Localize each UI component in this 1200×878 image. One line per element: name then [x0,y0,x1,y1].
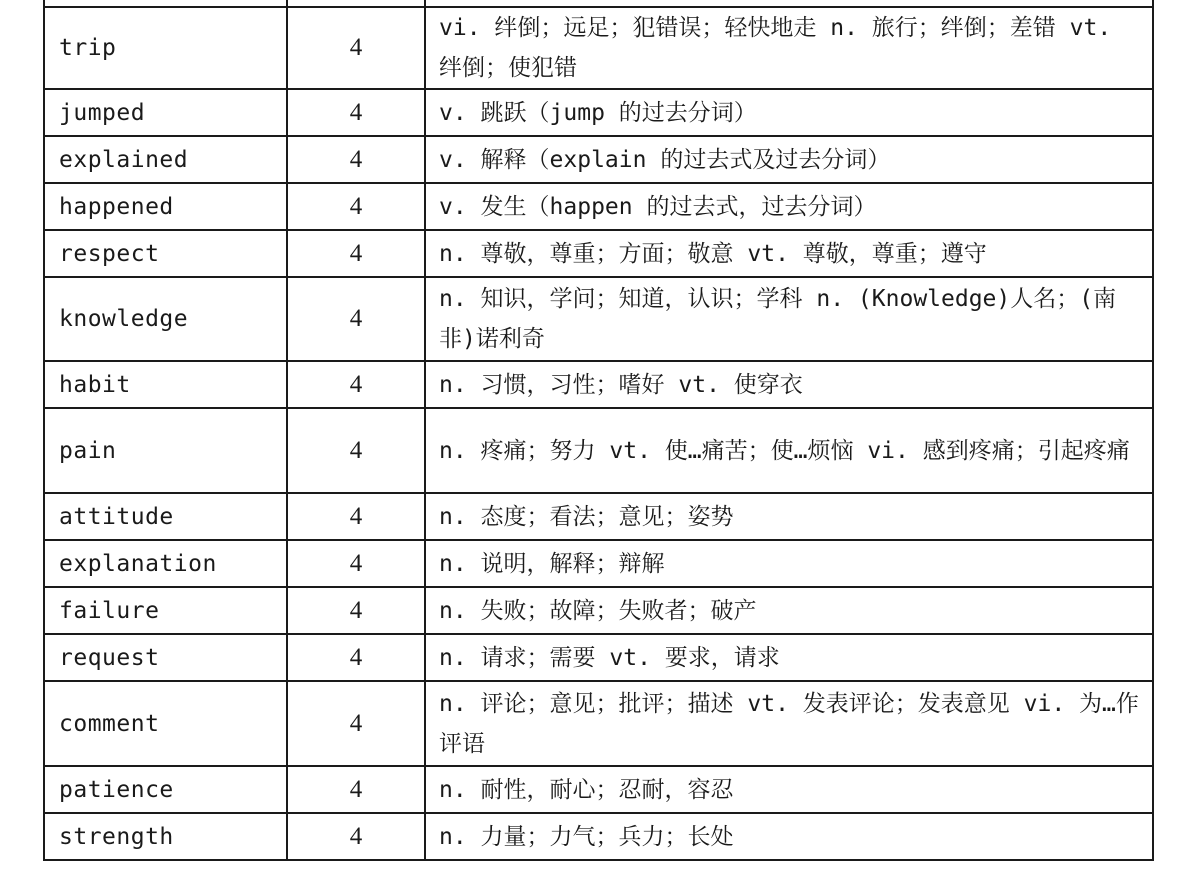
frequency-cell: 4 [287,540,425,587]
table-row [44,230,1153,277]
word-cell: request [44,634,287,681]
table-row [44,540,1153,587]
table-row [44,7,1153,89]
definition-cell: n. 疼痛；努力 vt. 使…痛苦；使…烦恼 vi. 感到疼痛；引起疼痛 [425,408,1153,493]
word-cell: strength [44,813,287,860]
frequency-cell: 4 [287,183,425,230]
frequency-cell: 4 [287,766,425,813]
table-row [44,634,1153,681]
definition-cell: n. 评论；意见；批评；描述 vt. 发表评论；发表意见 vi. 为…作评语 [425,681,1153,766]
frequency-cell: 4 [287,634,425,681]
definition-cell: n. 说明，解释；辩解 [425,540,1153,587]
definition-cell: n. 尊敬，尊重；方面；敬意 vt. 尊敬，尊重；遵守 [425,230,1153,277]
word-cell: comment [44,681,287,766]
word-cell: patience [44,766,287,813]
frequency-cell: 4 [287,277,425,361]
frequency-cell: 4 [287,493,425,540]
definition-cell [425,0,1153,7]
vocabulary-table [43,0,1154,861]
word-cell: explained [44,136,287,183]
table-row [44,361,1153,408]
table-row [44,766,1153,813]
definition-cell: n. 态度；看法；意见；姿势 [425,493,1153,540]
frequency-cell: 4 [287,361,425,408]
table-row [44,136,1153,183]
word-cell: attitude [44,493,287,540]
table-row [44,89,1153,136]
definition-cell: v. 发生（happen 的过去式，过去分词） [425,183,1153,230]
frequency-cell: 4 [287,681,425,766]
word-cell: jumped [44,89,287,136]
definition-cell: n. 力量；力气；兵力；长处 [425,813,1153,860]
definition-cell: n. 耐性，耐心；忍耐，容忍 [425,766,1153,813]
definition-cell: n. 失败；故障；失败者；破产 [425,587,1153,634]
definition-cell: vi. 绊倒；远足；犯错误；轻快地走 n. 旅行；绊倒；差错 vt. 绊倒；使犯错 [425,7,1153,89]
frequency-cell: 4 [287,587,425,634]
word-cell: pain [44,408,287,493]
word-cell [44,0,287,7]
definition-cell: n. 知识，学问；知道，认识；学科 n. (Knowledge)人名；(南非)诺利奇 [425,277,1153,361]
word-cell: habit [44,361,287,408]
word-cell: happened [44,183,287,230]
frequency-cell: 4 [287,230,425,277]
table-row [44,493,1153,540]
definition-cell: v. 跳跃（jump 的过去分词） [425,89,1153,136]
frequency-cell: 4 [287,136,425,183]
table-row [44,277,1153,361]
word-cell: failure [44,587,287,634]
table-row [44,183,1153,230]
word-cell: respect [44,230,287,277]
definition-cell: v. 解释（explain 的过去式及过去分词） [425,136,1153,183]
definition-cell: n. 习惯，习性；嗜好 vt. 使穿衣 [425,361,1153,408]
frequency-cell: 4 [287,7,425,89]
table-row-cutoff [44,0,1153,7]
definition-cell: n. 请求；需要 vt. 要求，请求 [425,634,1153,681]
frequency-cell [287,0,425,7]
table-row [44,408,1153,493]
table-row [44,681,1153,766]
word-cell: knowledge [44,277,287,361]
frequency-cell: 4 [287,408,425,493]
table-row [44,813,1153,860]
word-cell: trip [44,7,287,89]
frequency-cell: 4 [287,813,425,860]
word-cell: explanation [44,540,287,587]
frequency-cell: 4 [287,89,425,136]
table-row [44,587,1153,634]
